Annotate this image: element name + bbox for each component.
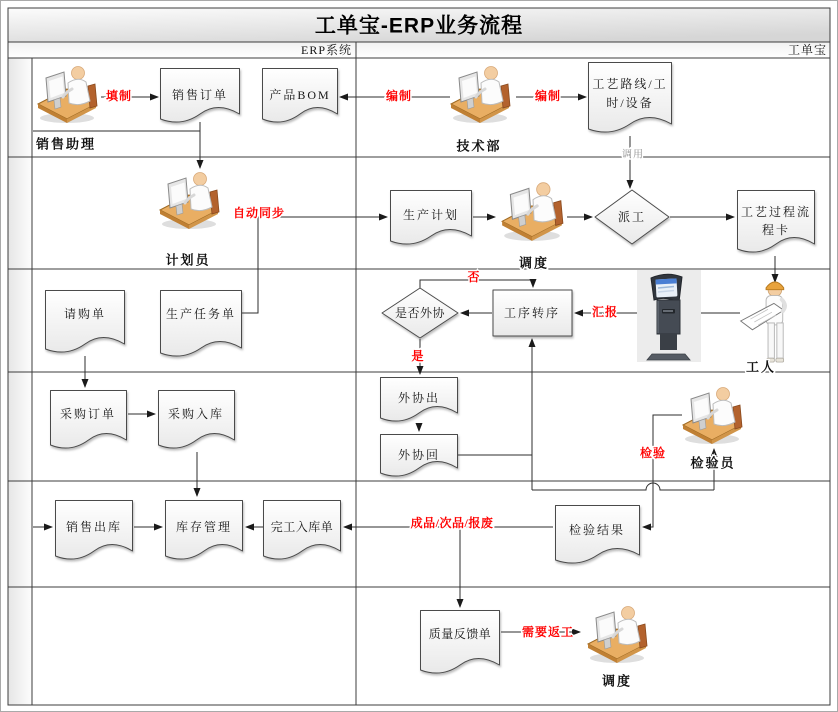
node-product-bom-label: 产品BOM (269, 88, 331, 102)
node-process-card-label-1: 工艺过程流 (740, 205, 812, 219)
kiosk-terminal-icon (637, 270, 701, 362)
node-sales-out-label: 销售出库 (65, 520, 123, 534)
node-inventory-label: 库存管理 (175, 520, 233, 534)
role-inspector: 检验员 (690, 455, 736, 471)
node-purchase-order-label: 采购订单 (59, 407, 117, 421)
node-process-transfer-label: 工序转序 (503, 306, 561, 320)
role-planner: 计划员 (165, 252, 211, 268)
node-route-label-2: 时/设备 (606, 96, 654, 110)
lane-header-erp: ERP系统 (300, 43, 352, 57)
role-sales-assistant: 销售助理 (35, 136, 97, 152)
page-title: 工单宝-ERP业务流程 (314, 14, 524, 38)
edge-label-invoke: 调用 (622, 149, 644, 161)
node-outsource-decision-label: 是否外协 (394, 306, 446, 320)
edge-label-compile-right: 编制 (534, 89, 562, 103)
node-production-plan-label: 生产计划 (402, 208, 460, 222)
node-purchase-in-label: 采购入库 (167, 407, 225, 421)
edge-label-fill: 填制 (105, 89, 133, 103)
role-dispatcher2: 调度 (601, 673, 633, 689)
node-production-task-label: 生产任务单 (165, 307, 237, 321)
role-dispatcher: 调度 (518, 255, 550, 271)
edge-label-report: 汇报 (591, 305, 619, 319)
edge-label-no: 否 (467, 270, 481, 284)
lane-header-band (8, 42, 830, 58)
edge-label-compile-left: 编制 (385, 89, 413, 103)
node-outsource-out-label: 外协出 (397, 391, 441, 405)
node-route-label-1: 工艺路线/工 (592, 77, 668, 91)
edge-label-auto-sync: 自动同步 (232, 206, 286, 220)
role-worker: 工人 (745, 359, 777, 375)
node-sales-order-label: 销售订单 (171, 88, 229, 102)
node-completion-in-label: 完工入库单 (270, 520, 334, 534)
left-margin-column (8, 58, 32, 705)
lane-header-gdb: 工单宝 (787, 43, 827, 57)
node-outsource-back-label: 外协回 (397, 448, 441, 462)
node-process-card-label-2: 程卡 (761, 223, 791, 237)
edge-label-result-types: 成品/次品/报废 (410, 516, 494, 530)
edge-label-yes: 是 (411, 349, 425, 363)
node-purchase-request-label: 请购单 (63, 307, 107, 321)
role-tech-dept: 技术部 (456, 138, 502, 154)
node-dispatch-label: 派工 (617, 210, 647, 224)
node-inspect-result-label: 检验结果 (568, 523, 626, 537)
edge-label-rework: 需要返工 (521, 625, 575, 639)
node-quality-feedback-label: 质量反馈单 (428, 627, 492, 641)
edge-label-inspect: 检验 (639, 446, 667, 460)
